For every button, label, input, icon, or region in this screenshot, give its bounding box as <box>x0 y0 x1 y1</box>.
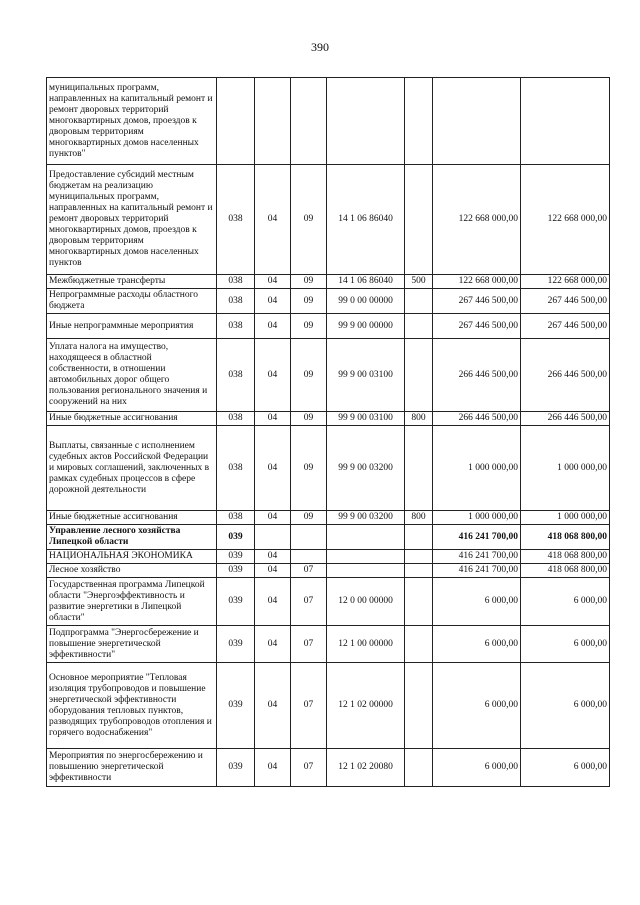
amount-2-cell: 418 068 800,00 <box>521 550 610 564</box>
razdel-cell: 04 <box>255 289 291 314</box>
row-name: Иные бюджетные ассигнования <box>47 412 217 426</box>
table-row <box>47 564 610 578</box>
row-name: Иные бюджетные ассигнования <box>47 511 217 525</box>
row-name: Подпрограмма "Энергосбережение и повышение энергетической эффективности" <box>47 626 217 663</box>
row-name: Управление лесного хозяйства Липецкой области <box>47 525 217 550</box>
target-article-cell: 99 9 00 00000 <box>327 314 405 339</box>
target-article-cell: 14 1 06 86040 <box>327 165 405 275</box>
podrazdel-cell: 07 <box>291 749 327 787</box>
amount-2-cell: 6 000,00 <box>521 749 610 787</box>
table-row <box>47 339 610 412</box>
expense-type-cell <box>405 578 433 626</box>
ved-cell: 039 <box>217 749 255 787</box>
target-article-cell <box>327 564 405 578</box>
row-name: Иные непрограммные мероприятия <box>47 314 217 339</box>
row-name: Основное мероприятие "Тепловая изоляция трубопроводов и повышение энергетической эффективности оборудования тепловых пунктов, разводящих трубопроводов отопления и горячего водоснабжения" <box>47 663 217 749</box>
razdel-cell: 04 <box>255 314 291 339</box>
table-row <box>47 165 610 275</box>
podrazdel-cell: 09 <box>291 314 327 339</box>
ved-cell: 039 <box>217 550 255 564</box>
ved-cell: 038 <box>217 511 255 525</box>
table-row <box>47 550 610 564</box>
amount-1-cell: 6 000,00 <box>433 749 521 787</box>
expense-type-cell: 800 <box>405 511 433 525</box>
razdel-cell: 04 <box>255 749 291 787</box>
razdel-cell: 04 <box>255 564 291 578</box>
amount-1-cell: 122 668 000,00 <box>433 275 521 289</box>
amount-2-cell: 6 000,00 <box>521 663 610 749</box>
target-article-cell: 12 0 00 00000 <box>327 578 405 626</box>
podrazdel-cell: 09 <box>291 339 327 412</box>
amount-1-cell: 266 446 500,00 <box>433 412 521 426</box>
table-row <box>47 663 610 749</box>
amount-1-cell: 416 241 700,00 <box>433 564 521 578</box>
row-name: НАЦИОНАЛЬНАЯ ЭКОНОМИКА <box>47 550 217 564</box>
amount-1-cell: 6 000,00 <box>433 663 521 749</box>
table-row <box>47 626 610 663</box>
table-row <box>47 289 610 314</box>
podrazdel-cell: 07 <box>291 578 327 626</box>
target-article-cell: 12 1 02 00000 <box>327 663 405 749</box>
podrazdel-cell <box>291 78 327 165</box>
target-article-cell <box>327 78 405 165</box>
razdel-cell <box>255 78 291 165</box>
razdel-cell: 04 <box>255 550 291 564</box>
table-row <box>47 275 610 289</box>
razdel-cell: 04 <box>255 663 291 749</box>
amount-1-cell: 266 446 500,00 <box>433 339 521 412</box>
row-name: Выплаты, связанные с исполнением судебных актов Российской Федерации и мировых соглашений, заключенных в рамках судебных процессов в сфере дорожной деятельности <box>47 426 217 511</box>
row-name: Уплата налога на имущество, находящееся в областной собственности, в отношении автомобильных дорог общего пользования регионального значения и сооружений на них <box>47 339 217 412</box>
podrazdel-cell: 07 <box>291 663 327 749</box>
podrazdel-cell: 09 <box>291 426 327 511</box>
table-row <box>47 314 610 339</box>
ved-cell <box>217 78 255 165</box>
amount-1-cell: 6 000,00 <box>433 578 521 626</box>
expense-type-cell: 500 <box>405 275 433 289</box>
table-row <box>47 426 610 511</box>
ved-cell: 039 <box>217 564 255 578</box>
amount-1-cell: 416 241 700,00 <box>433 550 521 564</box>
row-name: Государственная программа Липецкой области "Энергоэффективность и развитие энергетики в Липецкой области" <box>47 578 217 626</box>
podrazdel-cell: 09 <box>291 511 327 525</box>
expense-type-cell: 800 <box>405 412 433 426</box>
amount-1-cell: 267 446 500,00 <box>433 314 521 339</box>
table-row <box>47 78 610 165</box>
row-name: Мероприятия по энергосбережению и повышению энергетической эффективности <box>47 749 217 787</box>
amount-2-cell: 1 000 000,00 <box>521 426 610 511</box>
ved-cell: 039 <box>217 663 255 749</box>
amount-1-cell: 267 446 500,00 <box>433 289 521 314</box>
ved-cell: 039 <box>217 626 255 663</box>
razdel-cell: 04 <box>255 412 291 426</box>
expense-type-cell <box>405 165 433 275</box>
razdel-cell: 04 <box>255 626 291 663</box>
amount-2-cell: 6 000,00 <box>521 626 610 663</box>
target-article-cell: 14 1 06 86040 <box>327 275 405 289</box>
expense-type-cell <box>405 550 433 564</box>
amount-1-cell: 416 241 700,00 <box>433 525 521 550</box>
razdel-cell <box>255 525 291 550</box>
page-number: 390 <box>311 40 329 54</box>
ved-cell: 038 <box>217 412 255 426</box>
amount-2-cell: 267 446 500,00 <box>521 289 610 314</box>
amount-2-cell: 267 446 500,00 <box>521 314 610 339</box>
table-row <box>47 749 610 787</box>
amount-2-cell: 122 668 000,00 <box>521 275 610 289</box>
podrazdel-cell: 09 <box>291 165 327 275</box>
razdel-cell: 04 <box>255 339 291 412</box>
amount-1-cell <box>433 78 521 165</box>
podrazdel-cell: 07 <box>291 626 327 663</box>
ved-cell: 038 <box>217 426 255 511</box>
row-name: муниципальных программ, направленных на капитальный ремонт и ремонт дворовых территорий многоквартирных домов, проездов к дворовым территориям многоквартирных домов населенных пунктов" <box>47 78 217 165</box>
amount-2-cell: 418 068 800,00 <box>521 564 610 578</box>
row-name: Непрограммные расходы областного бюджета <box>47 289 217 314</box>
table-body <box>47 78 610 787</box>
target-article-cell: 99 9 00 03100 <box>327 412 405 426</box>
razdel-cell: 04 <box>255 578 291 626</box>
amount-2-cell: 266 446 500,00 <box>521 339 610 412</box>
expense-type-cell <box>405 564 433 578</box>
expense-type-cell <box>405 663 433 749</box>
target-article-cell: 99 0 00 00000 <box>327 289 405 314</box>
razdel-cell: 04 <box>255 275 291 289</box>
target-article-cell: 99 9 00 03200 <box>327 511 405 525</box>
podrazdel-cell <box>291 550 327 564</box>
expense-type-cell <box>405 314 433 339</box>
amount-2-cell <box>521 78 610 165</box>
target-article-cell: 99 9 00 03200 <box>327 426 405 511</box>
razdel-cell: 04 <box>255 511 291 525</box>
row-name: Межбюджетные трансферты <box>47 275 217 289</box>
expense-type-cell <box>405 426 433 511</box>
podrazdel-cell: 09 <box>291 412 327 426</box>
podrazdel-cell: 09 <box>291 289 327 314</box>
amount-1-cell: 1 000 000,00 <box>433 511 521 525</box>
ved-cell: 039 <box>217 578 255 626</box>
amount-2-cell: 418 068 800,00 <box>521 525 610 550</box>
expense-type-cell <box>405 339 433 412</box>
amount-1-cell: 1 000 000,00 <box>433 426 521 511</box>
ved-cell: 038 <box>217 289 255 314</box>
amount-2-cell: 122 668 000,00 <box>521 165 610 275</box>
expense-type-cell <box>405 78 433 165</box>
podrazdel-cell: 07 <box>291 564 327 578</box>
expense-type-cell <box>405 626 433 663</box>
table-row <box>47 578 610 626</box>
target-article-cell: 12 1 00 00000 <box>327 626 405 663</box>
amount-2-cell: 1 000 000,00 <box>521 511 610 525</box>
podrazdel-cell <box>291 525 327 550</box>
amount-2-cell: 6 000,00 <box>521 578 610 626</box>
target-article-cell <box>327 550 405 564</box>
expense-type-cell <box>405 525 433 550</box>
amount-1-cell: 122 668 000,00 <box>433 165 521 275</box>
ved-cell: 039 <box>217 525 255 550</box>
expense-type-cell <box>405 289 433 314</box>
amount-2-cell: 266 446 500,00 <box>521 412 610 426</box>
expense-type-cell <box>405 749 433 787</box>
budget-table <box>46 77 610 787</box>
target-article-cell: 99 9 00 03100 <box>327 339 405 412</box>
ved-cell: 038 <box>217 339 255 412</box>
amount-1-cell: 6 000,00 <box>433 626 521 663</box>
razdel-cell: 04 <box>255 426 291 511</box>
razdel-cell: 04 <box>255 165 291 275</box>
table-row <box>47 511 610 525</box>
target-article-cell <box>327 525 405 550</box>
podrazdel-cell: 09 <box>291 275 327 289</box>
row-name: Лесное хозяйство <box>47 564 217 578</box>
ved-cell: 038 <box>217 165 255 275</box>
ved-cell: 038 <box>217 314 255 339</box>
target-article-cell: 12 1 02 20080 <box>327 749 405 787</box>
ved-cell: 038 <box>217 275 255 289</box>
table-row <box>47 412 610 426</box>
table-row <box>47 525 610 550</box>
row-name: Предоставление субсидий местным бюджетам на реализацию муниципальных программ, направленных на капитальный ремонт и ремонт дворовых территорий многоквартирных домов, проездов к дворовым территориям многоквартирных домов населенных пунктов <box>47 165 217 275</box>
